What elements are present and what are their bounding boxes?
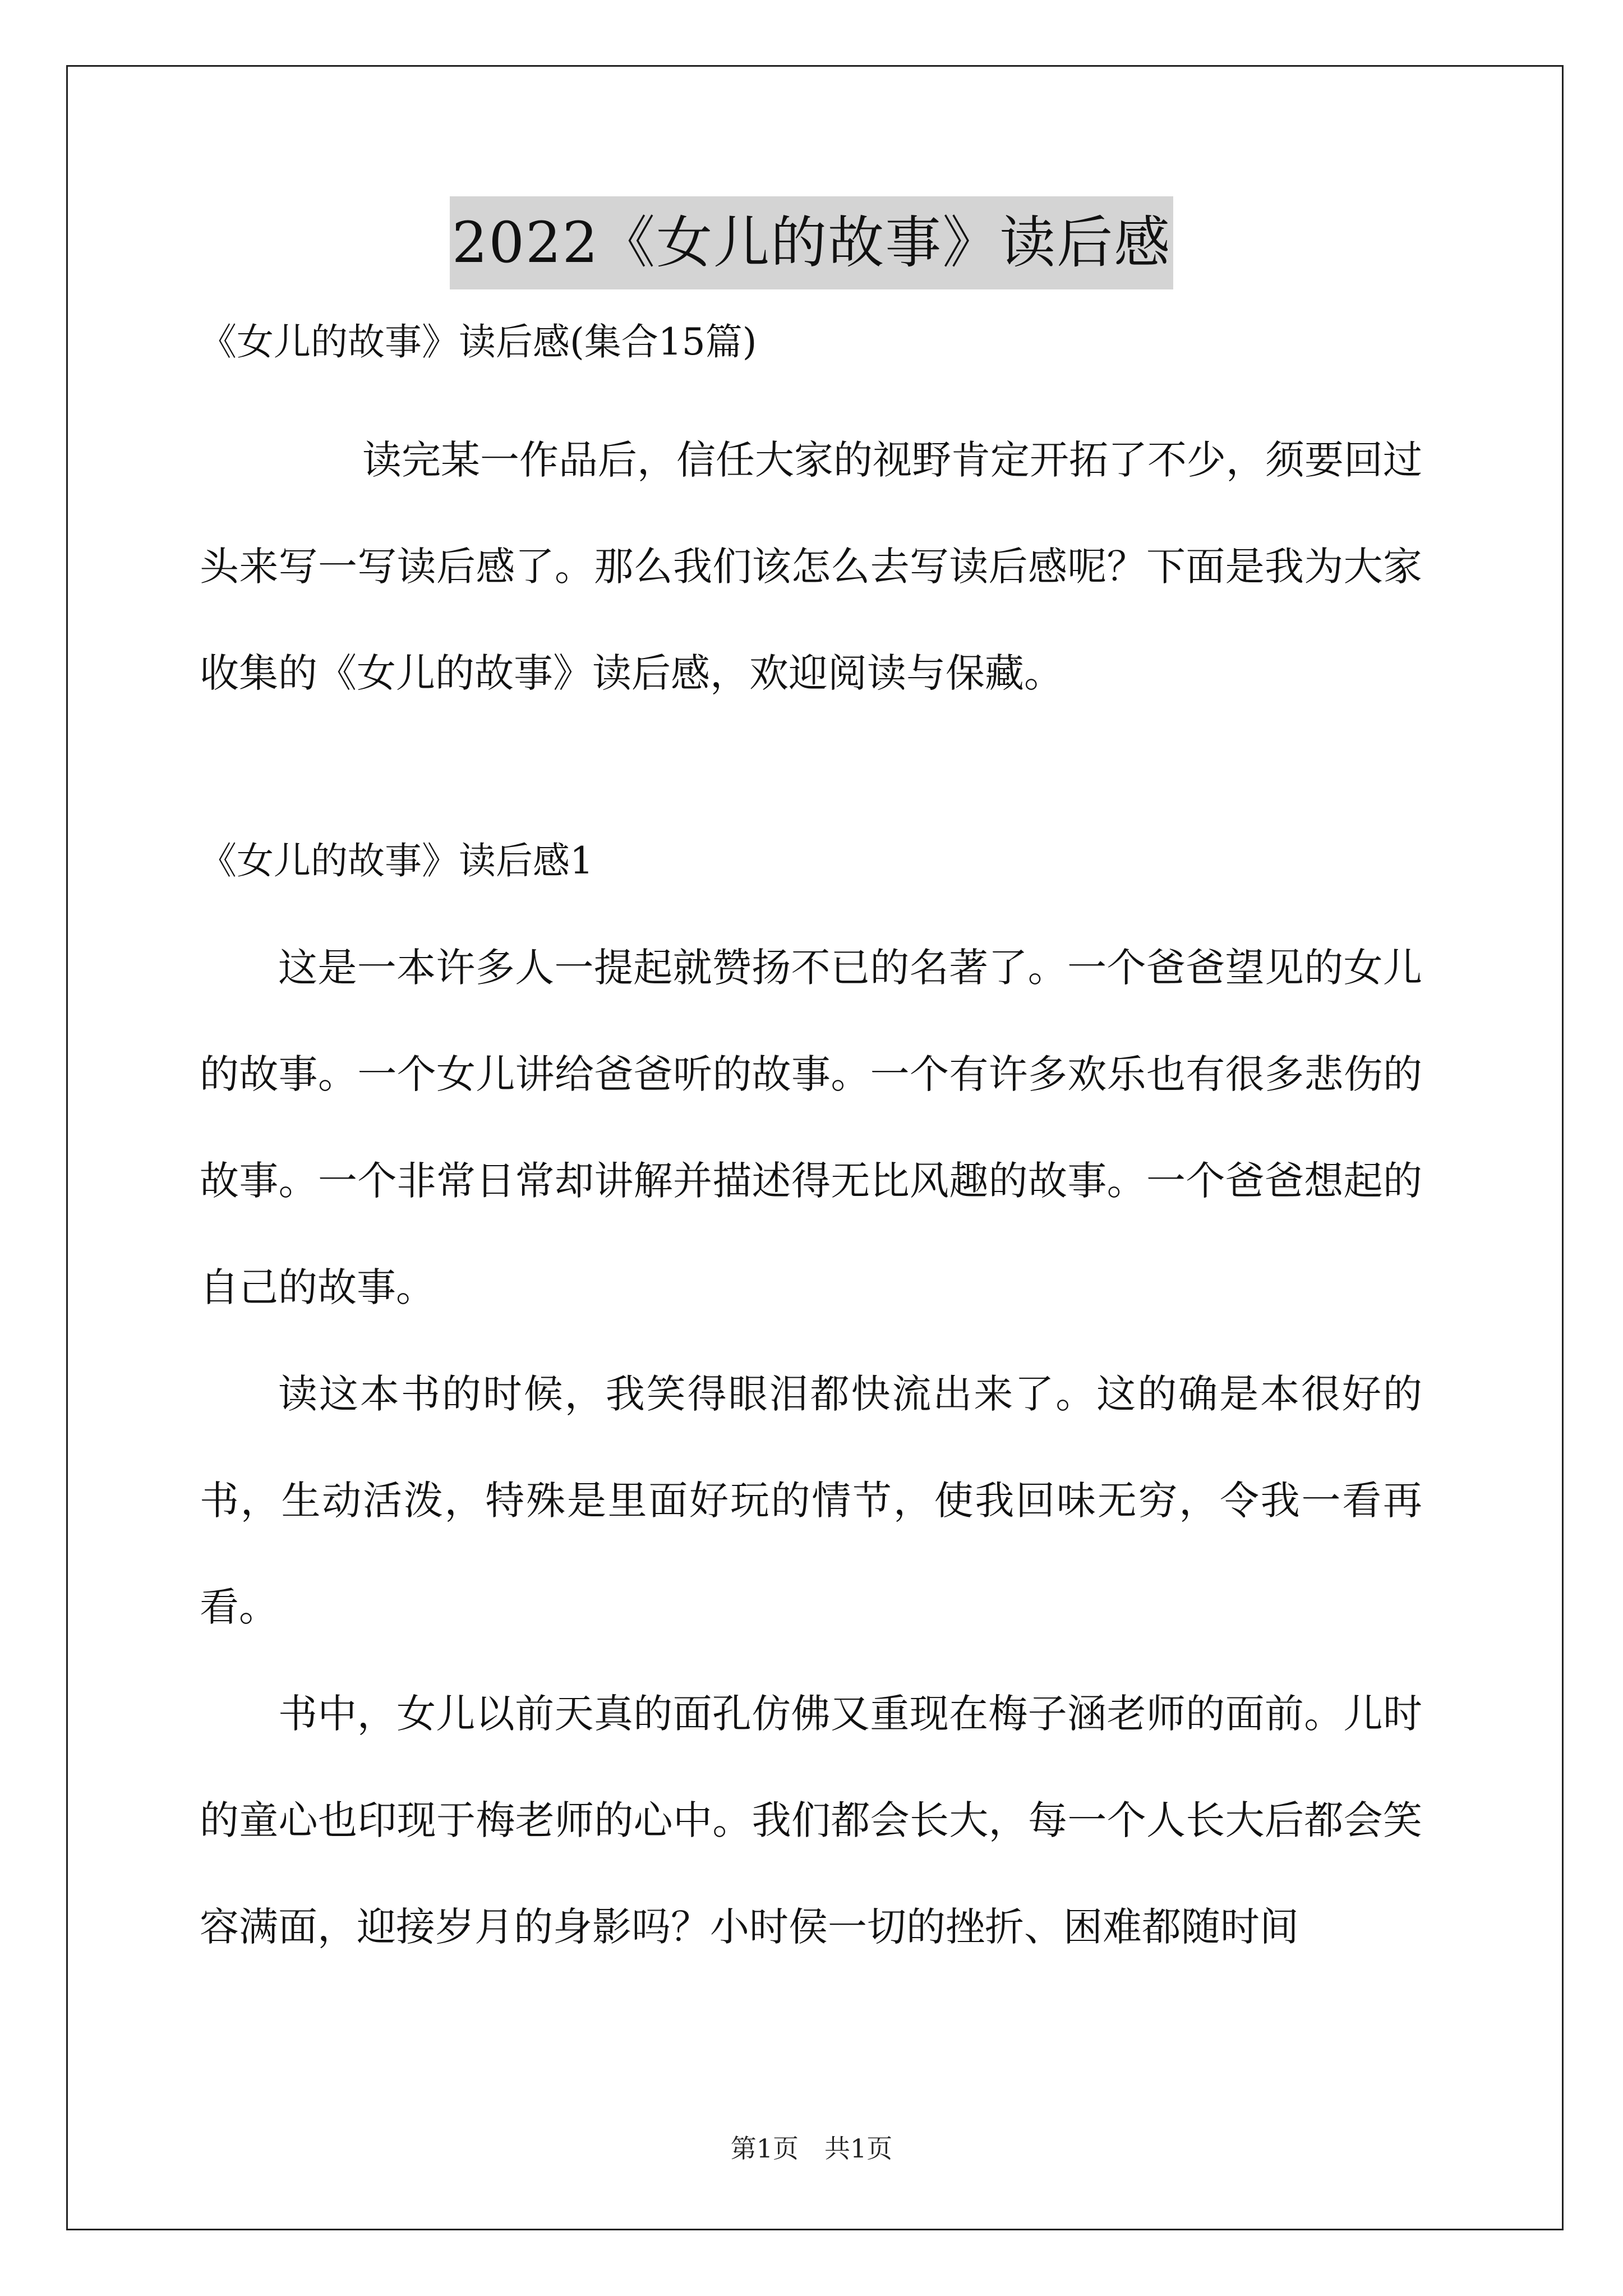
section-heading: 《女儿的故事》读后感1 [200,839,593,882]
body-paragraph-3: 书中，女儿以前天真的面孔仿佛又重现在梅子涵老师的面前。儿时的童心也印现于梅老师的心中。我们都会长大，每一个人长大后都会笑容满面，迎接岁月的身影吗？小时侯一切的挫折、困难都随时间 [200,1691,1422,1950]
body-paragraph-2: 读这本书的时候，我笑得眼泪都快流出来了。这的确是本很好的书，生动活泼，特殊是里面好玩的情节，使我回味无穷，令我一看再看。 [200,1371,1422,1630]
document-title: 2022《女儿的故事》读后感 [450,196,1174,289]
document-body [200,314,1422,1980]
section-spacer [200,726,1422,819]
intro-paragraph: 读完某一作品后，信任大家的视野肯定开拓了不少，须要回过头来写一写读后感了。那么我们该怎么去写读后感呢？下面是我为大家收集的《女儿的故事》读后感，欢迎阅读与保藏。 [200,437,1422,696]
page-footer: 第1页 共1页 [730,2133,893,2164]
title-container [0,196,1623,289]
document-subtitle: 《女儿的故事》读后感(集合15篇) [200,320,757,364]
body-paragraph-1: 这是一本许多人一提起就赞扬不已的名著了。一个爸爸望见的女儿的故事。一个女儿讲给爸爸听的故事。一个有许多欢乐也有很多悲伤的故事。一个非常日常却讲解并描述得无比风趣的故事。一个爸爸想起的自己的故事。 [200,945,1422,1310]
